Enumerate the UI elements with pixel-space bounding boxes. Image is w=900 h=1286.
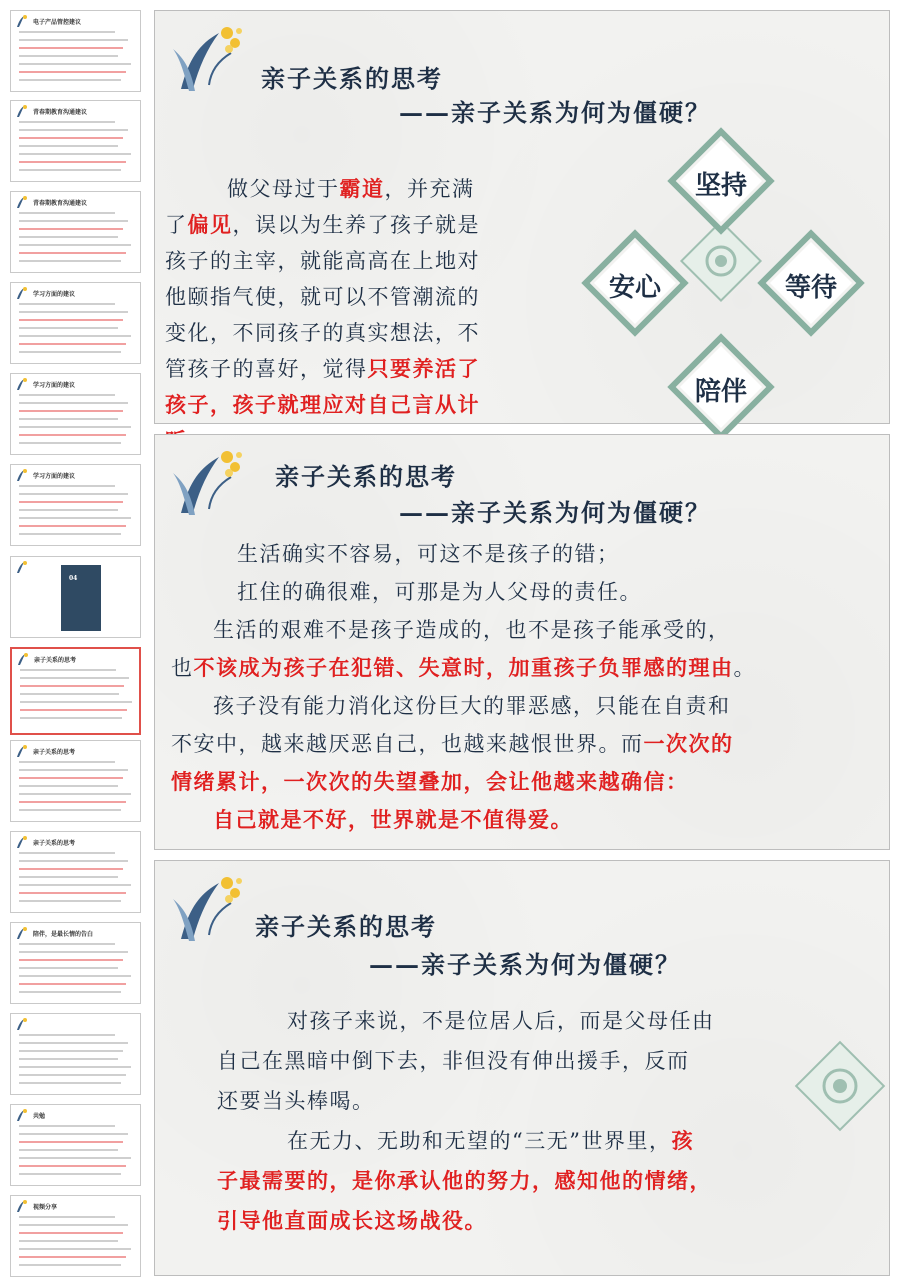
thumbnail-title: 青春期教育沟通建议 <box>33 200 88 207</box>
thumbnail-text-line <box>20 701 132 703</box>
body-line <box>165 243 565 279</box>
flower-thumb-icon <box>15 103 29 117</box>
thumbnail-text-line <box>19 1173 121 1175</box>
thumbnail-title: 亲子关系的思考 <box>34 657 77 664</box>
thumbnail-text-line <box>19 1058 118 1060</box>
body-line <box>171 649 885 687</box>
thumbnail-text-line <box>19 501 123 503</box>
thumbnail-title: 青春期教育沟通建议 <box>33 109 88 116</box>
thumbnail-text-line <box>20 669 116 671</box>
highlight-text: 霸道 <box>339 176 385 201</box>
thumbnail-text-line <box>19 260 121 262</box>
thumbnail-text-line <box>19 860 128 862</box>
body-text-segment: 还要当头棒喝。 <box>217 1089 375 1113</box>
thumbnail-text-line <box>19 319 123 321</box>
thumbnail-text-line <box>19 809 121 811</box>
thumbnail-text-line <box>19 311 128 313</box>
thumbnail-text-line <box>19 1157 131 1159</box>
flower-thumb-icon <box>15 194 29 208</box>
thumbnail-text-line <box>19 983 126 985</box>
thumbnail-text-line <box>19 79 121 81</box>
thumbnail-text-line <box>19 343 126 345</box>
flower-thumb-icon <box>15 559 29 573</box>
thumbnail-text-line <box>19 129 128 131</box>
slide-thumbnail[interactable] <box>10 647 141 735</box>
highlight-text: 孩 <box>671 1128 694 1153</box>
slide-title: 亲子关系的思考 <box>255 912 437 941</box>
thumbnail-text-line <box>19 418 118 420</box>
thumbnail-text-line <box>19 1034 115 1036</box>
slide-title: 亲子关系的思考 <box>261 64 443 93</box>
body-line <box>165 387 565 423</box>
thumbnail-title: 电子产品管控建议 <box>33 19 82 26</box>
thumbnail-title: 学习方面的建议 <box>33 291 76 298</box>
slide-body-text <box>217 1001 857 1241</box>
thumbnail-text-line <box>19 169 121 171</box>
thumbnail-text-line <box>19 55 118 57</box>
knot-ornament-icon <box>795 1041 885 1131</box>
thumbnail-text-line <box>19 991 121 993</box>
slide-thumbnail[interactable] <box>10 191 141 273</box>
thumbnail-text-line <box>19 1133 128 1135</box>
thumbnail-text-line <box>19 533 121 535</box>
thumbnail-title: 学习方面的建议 <box>33 473 76 480</box>
body-line <box>165 171 565 207</box>
flower-thumb-icon <box>15 467 29 481</box>
highlight-text: 子最需要的，是你承认他的努力，感知他的情绪， <box>217 1168 712 1193</box>
thumbnail-text-line <box>19 137 123 139</box>
body-text-segment: 了 <box>165 213 188 237</box>
highlight-text: 孩子，孩子就理应对自己言从计 <box>165 392 480 417</box>
thumbnail-text-line <box>19 303 115 305</box>
thumbnail-text-line <box>19 959 123 961</box>
diamond-label-persist: 坚持 <box>694 171 747 201</box>
diamond-label-reassure: 安心 <box>608 273 661 303</box>
thumbnail-text-line <box>19 442 121 444</box>
body-line <box>217 1041 857 1081</box>
thumbnail-title: 视频分享 <box>33 1204 58 1211</box>
slide-subtitle: ——亲子关系为何为僵硬？ <box>399 98 711 127</box>
body-text-segment: 不安中，越来越厌恶自己，也越来越恨世界。而 <box>171 732 644 756</box>
thumbnail-text-line <box>19 1224 128 1226</box>
highlight-text: 情绪累计，一次次的失望叠加，会让他越来越确信： <box>171 769 689 794</box>
thumbnail-text-line <box>19 351 121 353</box>
slide-subtitle: ——亲子关系为何为僵硬？ <box>369 950 681 979</box>
slide-subtitle: ——亲子关系为何为僵硬？ <box>399 498 711 527</box>
thumbnail-text-line <box>19 410 123 412</box>
thumbnail-text-line <box>19 434 126 436</box>
body-line <box>171 801 885 839</box>
thumbnail-text-line <box>19 426 131 428</box>
thumbnail-text-line <box>19 121 115 123</box>
thumbnail-text-line <box>19 1042 128 1044</box>
thumbnail-text-line <box>19 1256 126 1258</box>
thumbnail-text-line <box>19 63 131 65</box>
thumbnail-text-line <box>19 943 115 945</box>
body-line <box>217 1081 857 1121</box>
thumbnail-text-line <box>19 868 123 870</box>
body-text-segment: 他颐指气使，就可以不管潮流的 <box>165 285 480 309</box>
flower-thumb-icon <box>15 1198 29 1212</box>
highlight-text: 自己就是不好，世界就是不值得爱。 <box>213 807 573 832</box>
body-text-segment: 对孩子来说，不是位居人后，而是父母任由 <box>287 1009 715 1033</box>
thumbnail-text-line <box>19 884 131 886</box>
body-line <box>217 1201 857 1241</box>
body-text-segment: 也 <box>171 656 194 680</box>
body-text-segment: 管孩子的喜好，觉得 <box>165 357 368 381</box>
slide-thumbnail[interactable] <box>10 740 141 822</box>
thumbnail-text-line <box>19 485 115 487</box>
thumbnail-text-line <box>19 761 115 763</box>
thumbnail-text-line <box>19 785 118 787</box>
body-text-segment: 在无力、无助和无望的“三无”世界里， <box>287 1129 672 1153</box>
thumbnail-text-line <box>19 145 118 147</box>
slide-1 <box>154 10 890 424</box>
slide-thumbnail-panel <box>0 0 148 1286</box>
thumbnail-text-line <box>20 717 122 719</box>
thumbnail-title: 学习方面的建议 <box>33 382 76 389</box>
body-line <box>171 535 885 573</box>
thumbnail-text-line <box>19 1141 123 1143</box>
thumbnail-text-line <box>20 709 127 711</box>
body-line <box>165 279 565 315</box>
thumbnail-text-line <box>19 327 118 329</box>
slide-thumbnail[interactable] <box>10 1195 141 1277</box>
thumbnail-text-line <box>19 1066 131 1068</box>
thumbnail-text-line <box>19 493 128 495</box>
thumbnail-text-line <box>19 517 131 519</box>
body-line <box>171 573 885 611</box>
body-line <box>217 1001 857 1041</box>
thumbnail-text-line <box>19 777 123 779</box>
body-text-segment: 变化，不同孩子的真实想法，不 <box>165 321 480 345</box>
thumbnail-text-line <box>19 31 115 33</box>
thumbnail-text-line <box>19 900 121 902</box>
thumbnail-title: 亲子关系的思考 <box>33 840 76 847</box>
thumbnail-text-line <box>19 71 126 73</box>
thumbnail-text-line <box>19 801 126 803</box>
slide-2 <box>154 434 890 850</box>
thumbnail-text-line <box>19 39 128 41</box>
flower-thumb-icon <box>15 13 29 27</box>
highlight-text: 引导他直面成长这场战役。 <box>217 1208 487 1233</box>
diamond-label-wait: 等待 <box>784 273 837 303</box>
thumbnail-text-line <box>19 161 126 163</box>
slide-thumbnail[interactable] <box>10 373 141 455</box>
thumbnail-text-line <box>19 892 126 894</box>
thumbnail-text-line <box>19 1264 121 1266</box>
flower-thumb-icon <box>15 1016 29 1030</box>
thumbnail-text-line <box>19 1125 115 1127</box>
slide-thumbnail[interactable] <box>10 922 141 1004</box>
flower-thumb-icon <box>16 651 30 665</box>
highlight-text: 不该成为孩子在犯错、失意时，加重孩子负罪感的理由 <box>193 655 734 680</box>
thumbnail-text-line <box>19 876 118 878</box>
thumbnail-text-line <box>19 1216 115 1218</box>
thumbnail-text-line <box>19 769 128 771</box>
thumbnail-text-line <box>19 244 131 246</box>
thumbnail-text-line <box>19 509 118 511</box>
body-text-segment: 。 <box>733 656 756 680</box>
body-line <box>171 611 885 649</box>
body-text-segment: ，并充满 <box>384 177 475 201</box>
diamond-group <box>573 123 893 423</box>
slide-thumbnail[interactable] <box>10 1013 141 1095</box>
slide-thumbnail[interactable] <box>10 100 141 182</box>
body-text-segment: 生活的艰难不是孩子造成的，也不是孩子能承受的， <box>213 618 731 642</box>
thumbnail-text-line <box>19 402 128 404</box>
slide-thumbnail[interactable] <box>10 1104 141 1186</box>
slide-thumbnail[interactable] <box>10 464 141 546</box>
body-text-segment: 孩子的主宰，就能高高在上地对 <box>165 249 480 273</box>
flower-decoration-icon <box>169 443 249 523</box>
thumbnail-text-line <box>19 1074 126 1076</box>
body-text-segment: 自己在黑暗中倒下去，非但没有伸出援手，反而 <box>217 1049 690 1073</box>
thumbnail-text-line <box>19 1248 131 1250</box>
slide-body-text <box>171 535 885 839</box>
slide-thumbnail[interactable] <box>10 556 141 638</box>
thumbnail-text-line <box>19 236 118 238</box>
thumbnail-title: 亲子关系的思考 <box>33 749 76 756</box>
slide-thumbnail[interactable] <box>10 831 141 913</box>
thumbnail-text-line <box>19 1165 126 1167</box>
body-text-segment: 孩子没有能力消化这份巨大的罪恶感，只能在自责和 <box>213 694 731 718</box>
thumbnail-text-line <box>19 252 126 254</box>
body-line <box>165 315 565 351</box>
thumbnail-text-line <box>19 975 131 977</box>
slide-thumbnail[interactable] <box>10 10 141 92</box>
thumbnail-text-line <box>19 852 115 854</box>
body-line <box>171 763 885 801</box>
flower-decoration-icon <box>169 869 249 949</box>
body-line <box>165 351 565 387</box>
thumbnail-title: 共勉 <box>33 1113 46 1120</box>
body-line <box>217 1121 857 1161</box>
thumbnail-text-line <box>19 1240 118 1242</box>
flower-thumb-icon <box>15 834 29 848</box>
body-line <box>171 725 885 763</box>
thumbnail-text-line <box>19 220 128 222</box>
body-text-segment: ，误以为生养了孩子就是 <box>232 213 480 237</box>
thumbnail-text-line <box>19 47 123 49</box>
highlight-text: 一次次的 <box>643 731 734 756</box>
body-text-segment: 生活确实不容易，可这不是孩子的错； <box>237 542 620 566</box>
flower-thumb-icon <box>15 285 29 299</box>
flower-decoration-icon <box>169 19 249 99</box>
thumbnail-text-line <box>20 693 119 695</box>
thumbnail-text-line <box>19 335 131 337</box>
thumbnail-text-line <box>19 1149 118 1151</box>
thumbnail-text-line <box>19 951 128 953</box>
slide-3 <box>154 860 890 1276</box>
thumbnail-text-line <box>20 677 129 679</box>
slide-title: 亲子关系的思考 <box>275 462 457 491</box>
thumbnail-text-line <box>20 685 124 687</box>
thumbnail-text-line <box>19 525 126 527</box>
flower-thumb-icon <box>15 925 29 939</box>
highlight-text: 只要养活了 <box>367 356 480 381</box>
thumbnail-text-line <box>19 793 131 795</box>
body-line <box>217 1161 857 1201</box>
diamond-label-accompany: 陪伴 <box>694 377 747 407</box>
thumbnail-text-line <box>19 1082 121 1084</box>
thumbnail-text-line <box>19 212 115 214</box>
body-line <box>171 687 885 725</box>
thumbnail-title: 04 <box>69 575 78 582</box>
slide-body-text <box>165 171 565 459</box>
slide-thumbnail[interactable] <box>10 282 141 364</box>
thumbnail-text-line <box>19 153 131 155</box>
thumbnail-text-line <box>19 967 118 969</box>
thumbnail-text-line <box>19 1232 123 1234</box>
highlight-text: 偏见 <box>187 212 233 237</box>
section-cover-block <box>61 565 101 631</box>
thumbnail-text-line <box>19 228 123 230</box>
flower-thumb-icon <box>15 376 29 390</box>
thumbnail-title: 陪伴，是最长情的告白 <box>33 931 94 938</box>
thumbnail-text-line <box>19 1050 123 1052</box>
body-line <box>165 207 565 243</box>
body-text-segment: 扛住的确很难，可那是为人父母的责任。 <box>237 580 642 604</box>
flower-thumb-icon <box>15 1107 29 1121</box>
thumbnail-text-line <box>19 394 115 396</box>
flower-thumb-icon <box>15 743 29 757</box>
body-text-segment: 做父母过于 <box>227 177 340 201</box>
